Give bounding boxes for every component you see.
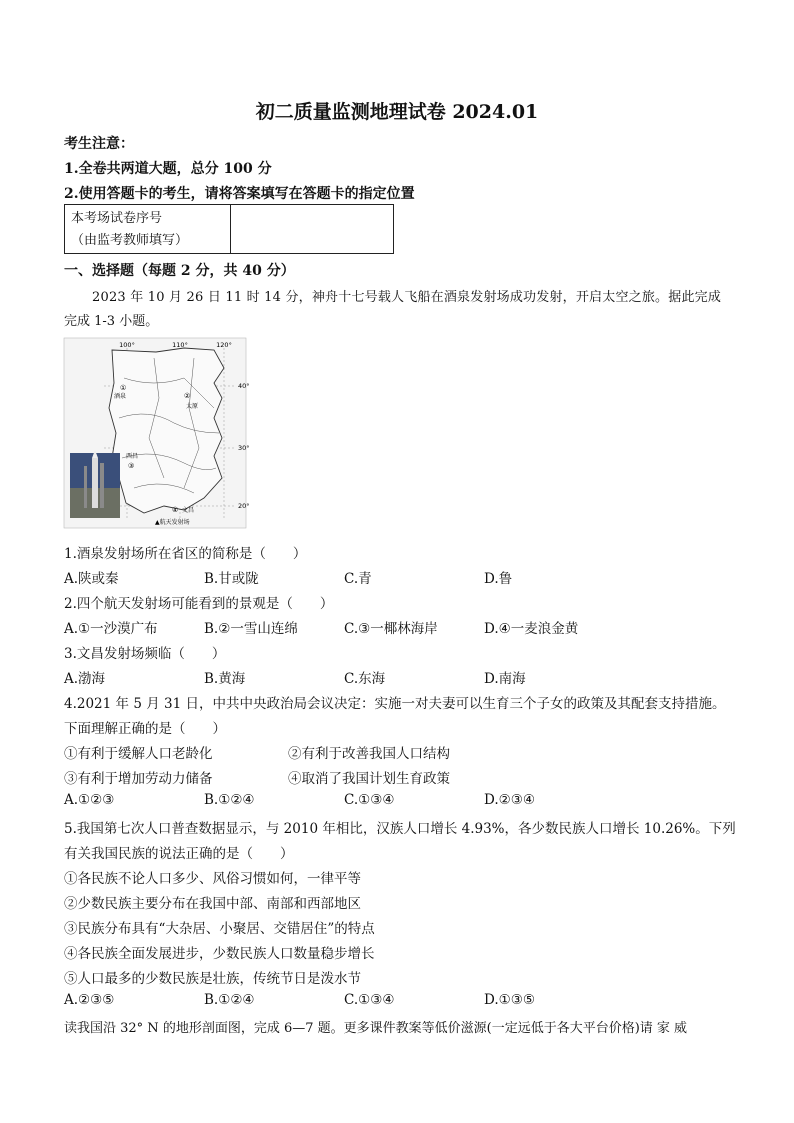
q1-option-b[interactable]: B.甘或陇	[204, 571, 259, 587]
q2-option-c[interactable]: C.③一椰林海岸	[344, 621, 438, 637]
site-marker: ④	[172, 506, 179, 514]
q5-option-b[interactable]: B.①②④	[204, 992, 255, 1008]
site-marker: ②	[184, 392, 191, 400]
site-label: 太原	[186, 403, 199, 410]
site-label: 文昌	[182, 507, 195, 514]
seat-box-label: 本考场试卷序号	[71, 210, 163, 226]
section-intro-cont: 完成 1-3 小题。	[64, 314, 159, 329]
page-title: 初二质量监测地理试卷 2024.01	[255, 101, 539, 123]
lon-label: 120°	[216, 341, 232, 349]
q3-option-a[interactable]: A.渤海	[64, 671, 106, 687]
q4-option-c[interactable]: C.①③④	[344, 792, 395, 808]
q3-option-b[interactable]: B.黄海	[204, 671, 246, 687]
question-4-stem-cont: 下面理解正确的是（ ）	[64, 721, 226, 737]
q5-option-a[interactable]: A.②③⑤	[64, 992, 115, 1008]
q3-option-c[interactable]: C.东海	[344, 671, 386, 687]
notice-heading: 考生注意：	[64, 136, 134, 152]
section-footer-line: 读我国沿 32° N 的地形剖面图，完成 6—7 题。更多课件教案等低价滋源(一定远低于各大平台价格)请 家 威	[64, 1021, 688, 1036]
q1-option-c[interactable]: C.青	[344, 571, 372, 587]
section-heading: 一、选择题（每题 2 分，共 40 分）	[64, 263, 295, 279]
notice-line-2: 2.使用答题卡的考生，请将答案填写在答题卡的指定位置	[64, 186, 415, 202]
q5-statement-5: ⑤人口最多的少数民族是壮族，传统节日是泼水节	[64, 971, 361, 987]
q1-option-d[interactable]: D.鲁	[484, 571, 513, 587]
launch-site-map	[64, 338, 250, 528]
lon-label: 100°	[119, 341, 135, 349]
q5-statement-2: ②少数民族主要分布在我国中部、南部和西部地区	[64, 896, 361, 912]
question-5-stem-cont: 有关我国民族的说法正确的是（ ）	[64, 846, 294, 862]
q4-statement-3: ③有利于增加劳动力储备	[64, 771, 213, 787]
question-1-stem: 1.酒泉发射场所在省区的简称是（ ）	[64, 546, 307, 562]
q2-option-b[interactable]: B.②一雪山连绵	[204, 621, 298, 637]
q4-option-b[interactable]: B.①②④	[204, 792, 255, 808]
q5-statement-4: ④各民族全面发展进步，少数民族人口数量稳步增长	[64, 946, 375, 962]
q5-statement-1: ①各民族不论人口多少、风俗习惯如何，一律平等	[64, 871, 361, 887]
q5-statement-3: ③民族分布具有“大杂居、小聚居、交错居住”的特点	[64, 921, 375, 937]
q5-option-c[interactable]: C.①③④	[344, 992, 395, 1008]
q3-option-d[interactable]: D.南海	[484, 671, 526, 687]
section-intro: 2023 年 10 月 26 日 11 时 14 分，神舟十七号载人飞船在酒泉发射场成功发射，开启太空之旅。据此完成	[92, 290, 722, 305]
rocket-photo	[70, 450, 120, 518]
seat-box-value[interactable]	[231, 205, 394, 254]
question-2-stem: 2.四个航天发射场可能看到的景观是（ ）	[64, 596, 334, 612]
q5-option-d[interactable]: D.①③⑤	[484, 992, 535, 1008]
q4-statement-4: ④取消了我国计划生育政策	[288, 771, 450, 787]
question-3-stem: 3.文昌发射场频临（ ）	[64, 646, 226, 662]
lat-label: 40°	[238, 382, 250, 390]
q4-option-d[interactable]: D.②③④	[484, 792, 535, 808]
q4-option-a[interactable]: A.①②③	[64, 792, 115, 808]
seat-box-sublabel: （由监考教师填写）	[71, 232, 189, 248]
q1-option-a[interactable]: A.陕或秦	[64, 571, 119, 587]
site-label: 酒泉	[114, 393, 127, 400]
seat-number-box	[64, 204, 394, 254]
site-marker: ③	[128, 462, 135, 470]
q4-statement-1: ①有利于缓解人口老龄化	[64, 746, 213, 762]
q2-option-a[interactable]: A.①一沙漠广布	[64, 621, 158, 637]
question-5-stem: 5.我国第七次人口普查数据显示，与 2010 年相比，汉族人口增长 4.93%，各少数民族人口增长 10.26%。下列	[64, 821, 736, 837]
site-marker: ①	[120, 384, 127, 392]
q4-statement-2: ②有利于改善我国人口结构	[288, 746, 450, 762]
q2-option-d[interactable]: D.④一麦浪金黄	[484, 621, 579, 637]
site-label: 西昌	[126, 453, 139, 460]
lat-label: 30°	[238, 444, 250, 452]
question-4-stem: 4.2021 年 5 月 31 日，中共中央政治局会议决定：实施一对夫妻可以生育三个子女的政策及其配套支持措施。	[64, 696, 726, 712]
map-legend: ▲航天发射场	[155, 519, 190, 526]
lat-label: 20°	[238, 502, 250, 510]
china-map-figure	[64, 338, 250, 528]
lon-label: 110°	[172, 341, 188, 349]
notice-line-1: 1.全卷共两道大题，总分 100 分	[64, 161, 272, 177]
